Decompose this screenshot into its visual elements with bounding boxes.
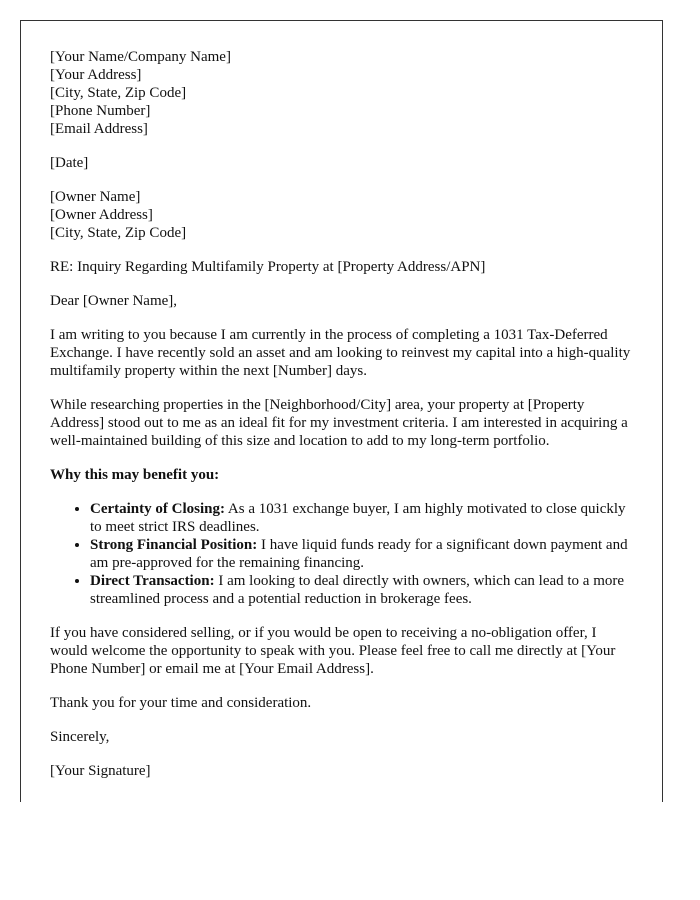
- benefit-item: [90, 500, 633, 536]
- closing-paragraph: If you have considered selling, or if you would be open to receiving a no-obligation offer, I would welcome the opportunity to speak with you. Please feel free to call me directly at [Your Phone Number] or email me at [Your Email Address].: [50, 625, 616, 677]
- sender-city: [City, State, Zip Code]: [50, 85, 187, 101]
- thanks-line: Thank you for your time and consideration.: [50, 695, 312, 711]
- body-paragraph: While researching properties in the [Neighborhood/City] area, your property at [Property Address] stood out to me as an ideal fit for my investment criteria. I am interested in acquiring a well-maintained building of this size and location to add to my long-term portfolio.: [50, 397, 628, 449]
- sender-email: [Email Address]: [50, 121, 148, 137]
- sender-block: [50, 48, 633, 138]
- benefit-text: I am looking to deal directly with owners, which can lead to a more streamlined process and a potential reduction in brokerage fees.: [90, 573, 625, 607]
- salutation: Dear [Owner Name],: [50, 293, 178, 309]
- letter-page: [20, 20, 663, 802]
- benefits-list: [50, 500, 633, 608]
- recipient-city: [City, State, Zip Code]: [50, 225, 187, 241]
- benefit-item: [90, 536, 633, 572]
- subject-line: RE: Inquiry Regarding Multifamily Property at [Property Address/APN]: [50, 259, 486, 275]
- sender-phone: [Phone Number]: [50, 103, 151, 119]
- sender-address: [Your Address]: [50, 67, 142, 83]
- benefit-text: I have liquid funds ready for a significant down payment and am pre-approved for the remaining financing.: [90, 537, 628, 571]
- recipient-block: [50, 188, 633, 242]
- benefit-title: Certainty of Closing:: [90, 501, 225, 517]
- recipient-address: [Owner Address]: [50, 207, 153, 223]
- body-paragraph: I am writing to you because I am currently in the process of completing a 1031 Tax-Deferred Exchange. I have recently sold an asset and am looking to reinvest my capital into a high-quality multifamily property within the next [Number] days.: [50, 327, 631, 379]
- sender-name: [Your Name/Company Name]: [50, 49, 231, 65]
- date: [Date]: [50, 155, 89, 171]
- benefit-title: Strong Financial Position:: [90, 537, 258, 553]
- recipient-name: [Owner Name]: [50, 189, 141, 205]
- signoff: Sincerely,: [50, 729, 110, 745]
- benefits-heading: Why this may benefit you:: [50, 467, 220, 483]
- benefit-item: [90, 572, 633, 608]
- signature: [Your Signature]: [50, 763, 151, 779]
- benefit-title: Direct Transaction:: [90, 573, 215, 589]
- benefit-text: As a 1031 exchange buyer, I am highly motivated to close quickly to meet strict IRS deadlines.: [90, 501, 626, 535]
